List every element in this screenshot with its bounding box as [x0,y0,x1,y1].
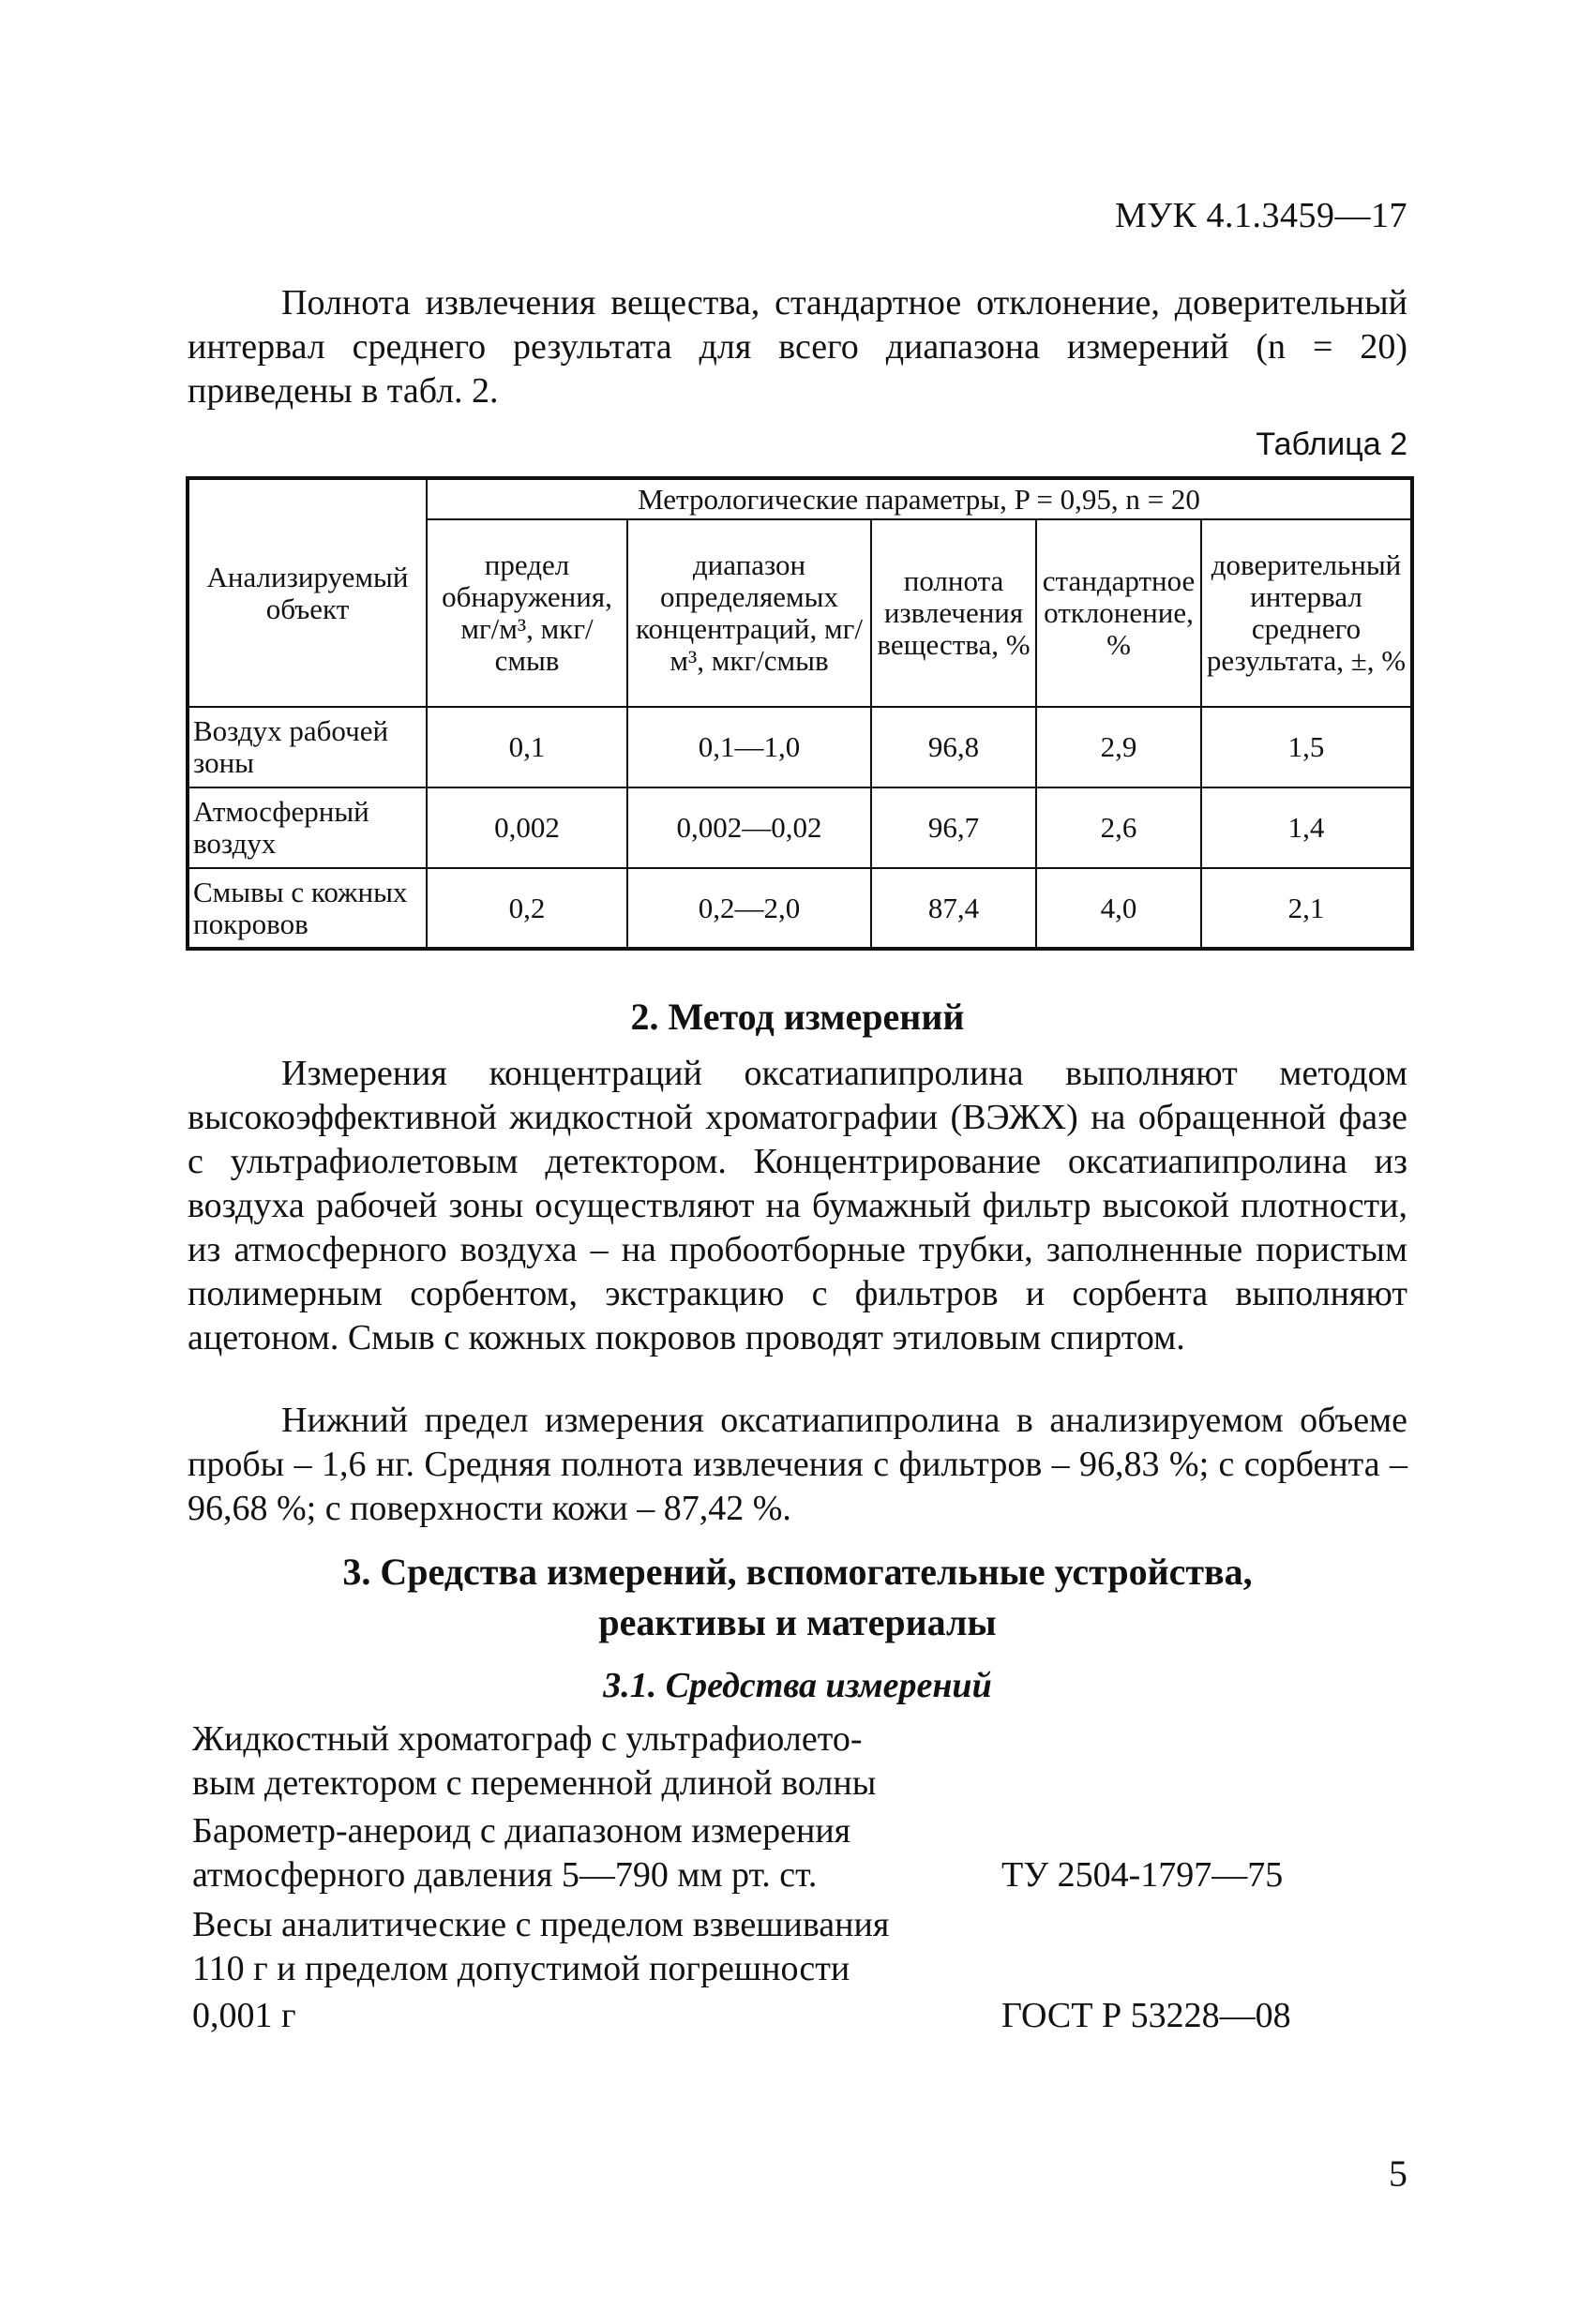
value-cell: 0,1 [427,707,627,787]
object-cell: Воздух рабочей зоны [188,707,427,787]
instrument-1-line-2: вым детектором с переменной длиной волны [192,1763,877,1803]
instrument-3-line-1: Весы аналитические с пределом взвешивания [192,1905,890,1944]
section-2-paragraph-2: Нижний предел измерения оксатиапипролина в анализируемом объеме пробы – 1,6 нг. Средняя полнота извлечения с фильтров – 96,83 %; с сорбента – 96,68 %; с поверхности кожи – 87,42 %. [188,1401,1407,1528]
value-cell: 1,5 [1201,707,1412,787]
instrument-3-line-3: 0,001 г [192,1996,296,2035]
value-cell: 0,1—1,0 [627,707,871,787]
table-row [188,707,1412,787]
page-number: 5 [1389,2152,1407,2195]
table-row [188,787,1412,868]
section-2-title: 2. Метод измерений [630,996,965,1038]
section-3-title-line-1: 3. Средства измерений, вспомогательные устройства, [342,1551,1253,1593]
metrology-table [186,476,1414,951]
object-header: Анализируемый объект [188,478,427,707]
instrument-2-line-1: Барометр-анероид с диапазоном измерения [192,1811,851,1851]
value-cell: 1,4 [1201,787,1412,868]
instrument-1-line-1: Жидкостный хроматограф с ультрафиолето- [192,1719,863,1759]
document-code: МУК 4.1.3459—17 [1114,196,1407,235]
value-cell: 4,0 [1036,868,1201,949]
value-cell: 2,1 [1201,868,1412,949]
value-cell: 2,6 [1036,787,1201,868]
value-cell: 2,9 [1036,707,1201,787]
intro-text: Полнота извлечения вещества, стандартное отклонение, доверительный интервал среднего результата для всего диапазона измерений (n = 20) приведены в табл. 2. [188,283,1407,411]
intro-paragraph [188,281,1407,413]
value-cell: 0,002—0,02 [627,787,871,868]
value-cell: 0,2 [427,868,627,949]
column-header: доверительный интервал среднего результата, ±, % [1201,519,1412,707]
subsection-3-1-title: 3.1. Средства измерений [603,1666,992,1705]
column-header: предел обнаружения, мг/м³, мкг/смыв [427,519,627,707]
object-cell: Смывы с кожных покровов [188,868,427,949]
value-cell: 96,8 [871,707,1036,787]
column-header: полнота извлечения вещества, % [871,519,1036,707]
group-header: Метрологические параметры, P = 0,95, n = 20 [427,478,1412,519]
section-3-title-line-2: реактивы и материалы [598,1601,997,1643]
value-cell: 96,7 [871,787,1036,868]
instrument-3-line-2: 110 г и пределом допустимой погрешности [192,1949,850,1988]
section-2-paragraph-1: Измерения концентраций оксатиапипролина выполняют методом высокоэффективной жидкостной хроматографии (ВЭЖХ) на обращенной фазе с ультрафиолетовым детектором. Концентрирование оксатиапипролина из воздуха рабочей зоны осуществляют на бумажный фильтр высокой плотности, из атмосферного воздуха – на пробоотборные трубки, заполненные пористым полимерным сорбентом, экстракцию с фильтров и сорбента выполняют ацетоном. Смыв с кожных покровов проводят этиловым спиртом. [188,1054,1407,1357]
value-cell: 87,4 [871,868,1036,949]
column-header: стандартное отклонение, % [1036,519,1201,707]
instrument-2-line-2: атмосферного давления 5—790 мм рт. ст. [192,1855,818,1895]
instrument-3-reference: ГОСТ Р 53228—08 [1001,1996,1291,2035]
value-cell: 0,002 [427,787,627,868]
value-cell: 0,2—2,0 [627,868,871,949]
table-caption: Таблица 2 [1256,427,1407,462]
column-header: диапазон определяемых концентраций, мг/м³, мкг/смыв [627,519,871,707]
object-cell: Атмосферный воздух [188,787,427,868]
table-header-row [188,478,1412,519]
table-row [188,868,1412,949]
instrument-2-reference: ТУ 2504-1797—75 [1001,1855,1284,1895]
